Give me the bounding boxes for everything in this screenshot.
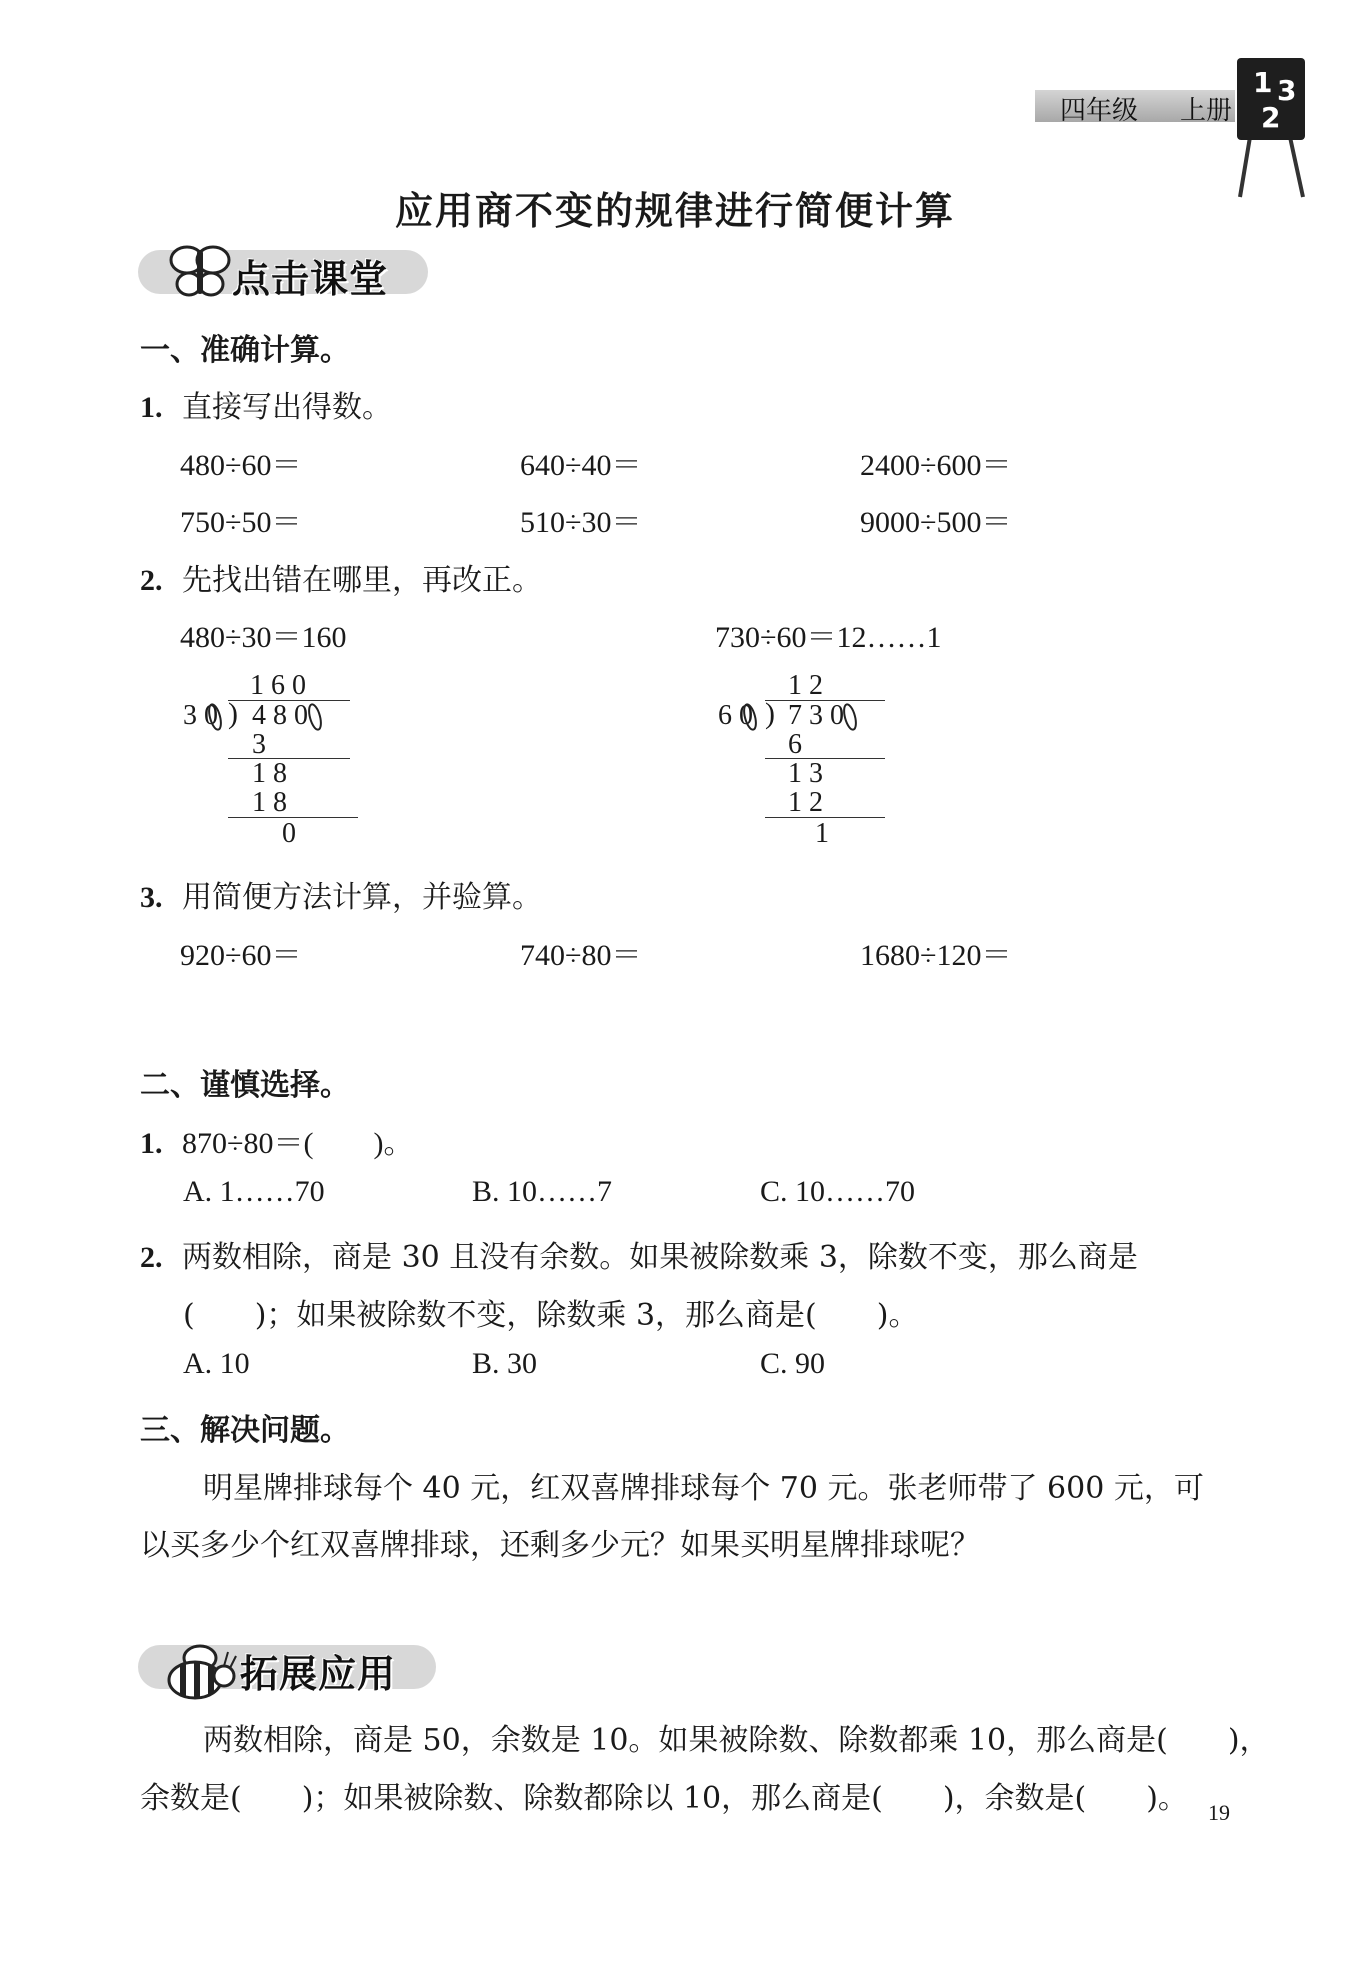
q1-line	[140, 382, 392, 426]
calc-item: 920÷60＝	[180, 939, 302, 972]
extension-text-cont: 余数是( )；如果被除数、除数都除以 10，那么商是( )，余数是( )。	[140, 1781, 1188, 1816]
choice-q1-text: 870÷80＝( )。	[182, 1127, 414, 1160]
ld-left-bracket: )	[228, 697, 238, 730]
bee-icon	[150, 1628, 240, 1708]
q3-text: 用简便方法计算，并验算。	[182, 880, 543, 915]
calc-item: 640÷40＝	[520, 449, 642, 482]
section1-heading: 一、准确计算。	[140, 333, 350, 368]
problem-text-cont: 以买多少个红双喜牌排球，还剩多少元？如果买明星牌排球呢？	[140, 1528, 980, 1563]
choice-option: A. 1……70	[183, 1175, 325, 1208]
q2-text: 先找出错在哪里，再改正。	[182, 563, 543, 598]
grade-label: 四年级	[1060, 96, 1139, 126]
ld-left-step: 3	[252, 729, 266, 760]
ld-right-step: 1 3	[788, 758, 823, 789]
logo-digit-1: 1	[1253, 66, 1273, 99]
page-title: 应用商不变的规律进行简便计算	[394, 189, 955, 233]
q3-line	[140, 872, 542, 916]
problem-text: 明星牌排球每个 40 元，红双喜牌排球每个 70 元。张老师带了 600 元，可	[203, 1471, 1204, 1506]
q1-number: 1.	[140, 391, 163, 424]
ld-left-step: 0	[282, 818, 296, 849]
ld-right-step: 1 2	[788, 787, 823, 818]
calc-item: 2400÷600＝	[860, 449, 1012, 482]
calc-item: 750÷50＝	[180, 506, 302, 539]
q3-number: 3.	[140, 881, 163, 914]
butterfly-icon	[165, 236, 235, 306]
book-label: 上册	[1180, 96, 1233, 126]
choice-q2-number: 2.	[140, 1241, 163, 1274]
ld-left-step: 1 8	[252, 787, 287, 818]
calc-item: 480÷60＝	[180, 449, 302, 482]
choice-option: B. 10……7	[472, 1175, 613, 1208]
ld-left-step: 1 8	[252, 758, 287, 789]
strike-mark-icon	[840, 700, 860, 734]
extension-text: 两数相除，商是 50，余数是 10。如果被除数、除数都乘 10，那么商是( )，	[203, 1723, 1270, 1758]
page-number: 19	[1208, 1800, 1230, 1825]
banner-extension-text: 拓展应用	[240, 1652, 397, 1696]
choice-option: C. 90	[760, 1347, 826, 1380]
choice-q2-text-cont: ( )；如果被除数不变，除数乘 3，那么商是( )。	[183, 1298, 919, 1333]
choice-option: C. 10……70	[760, 1175, 916, 1208]
section3-heading: 三、解决问题。	[140, 1413, 350, 1448]
strike-mark-icon	[305, 700, 325, 734]
logo-digit-3: 3	[1277, 74, 1297, 107]
ld-right-dividend: 7 3 0	[788, 700, 844, 731]
choice-q1-number: 1.	[140, 1127, 163, 1160]
choice-q1-line	[140, 1118, 414, 1162]
ld-right-step: 6	[788, 729, 802, 760]
calc-item: 740÷80＝	[520, 939, 642, 972]
q1-text: 直接写出得数。	[182, 390, 393, 425]
ld-left-dividend: 4 8 0	[252, 700, 308, 731]
ld-right-bar	[765, 758, 885, 759]
ld-right-divisor: 6 0	[718, 700, 753, 731]
ld-right-step: 1	[815, 818, 829, 849]
section2-heading: 二、谨慎选择。	[140, 1068, 350, 1103]
ld-left-bar	[228, 758, 350, 759]
error-equation-right: 730÷60＝12……1	[715, 621, 942, 654]
calc-item: 510÷30＝	[520, 506, 642, 539]
calc-item: 1680÷120＝	[860, 939, 1012, 972]
q2-number: 2.	[140, 564, 163, 597]
choice-q2-text: 两数相除，商是 30 且没有余数。如果被除数乘 3，除数不变，那么商是	[182, 1240, 1138, 1275]
ld-left-divisor: 3 0	[183, 700, 218, 731]
choice-option: B. 30	[472, 1347, 538, 1380]
choice-option: A. 10	[183, 1347, 250, 1380]
q2-line	[140, 555, 542, 599]
ld-left-quotient: 1 6 0	[250, 670, 306, 701]
strike-mark-icon	[205, 700, 225, 734]
ld-right-bracket: )	[765, 697, 775, 730]
choice-q2-line	[140, 1232, 1138, 1276]
error-equation-left: 480÷30＝160	[180, 621, 347, 654]
banner-class-text: 点击课堂	[232, 257, 389, 301]
calc-item: 9000÷500＝	[860, 506, 1012, 539]
strike-mark-icon	[740, 700, 760, 734]
logo-digit-2: 2	[1261, 101, 1281, 134]
ld-right-quotient: 1 2	[788, 670, 823, 701]
